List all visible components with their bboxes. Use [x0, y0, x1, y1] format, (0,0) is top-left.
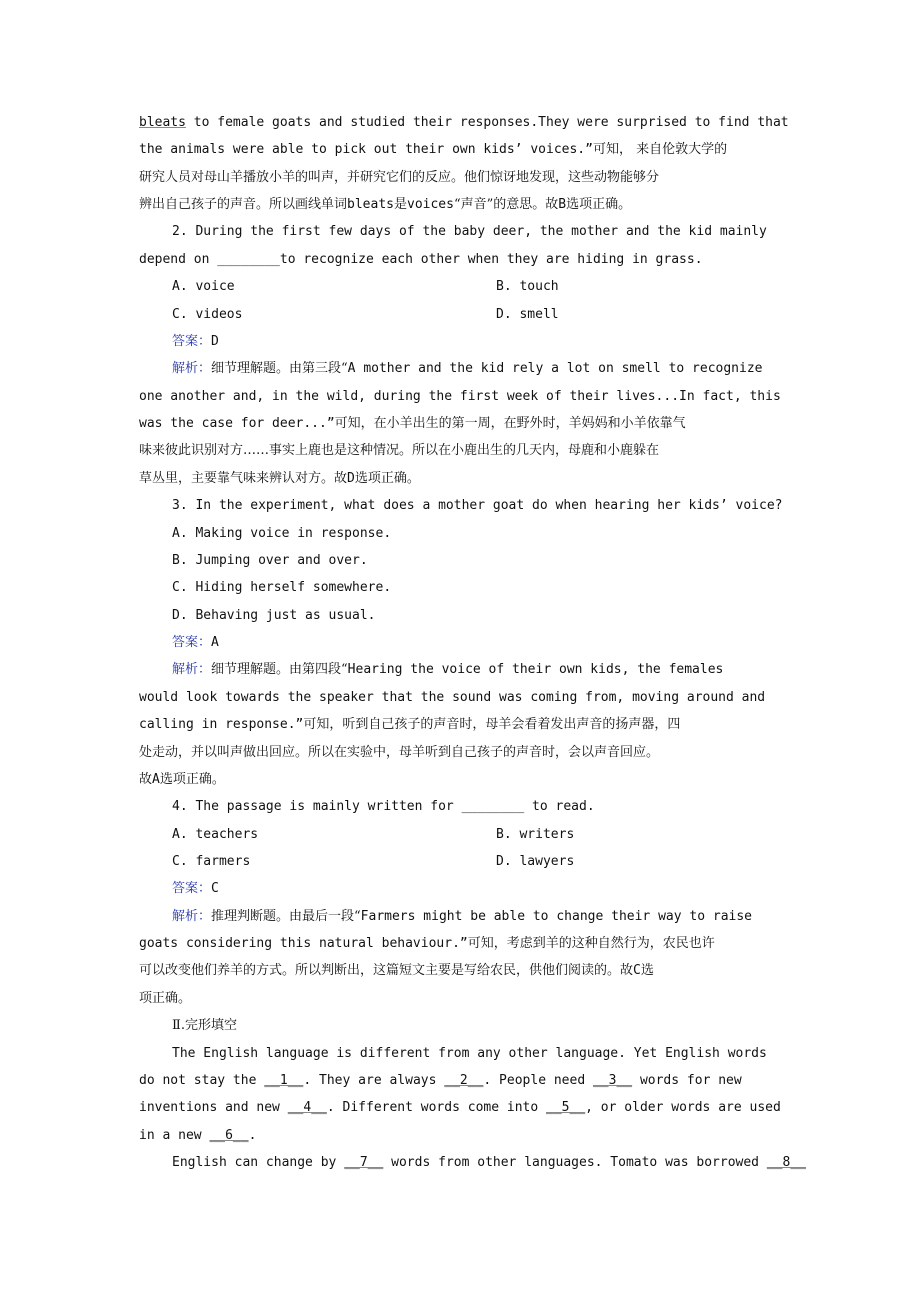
text-line	[139, 469, 420, 489]
text-line	[172, 825, 575, 845]
text-segment: , or older words are used	[585, 1100, 781, 1116]
text-segment: . They are always	[303, 1072, 445, 1088]
text-segment: Hearing the voice of their own kids, the females	[347, 662, 724, 678]
text-segment: depend on ________to recognize each other when they are hiding in grass.	[139, 251, 703, 267]
answer-label: 答案：	[172, 635, 212, 651]
underlined-text: __3__	[592, 1072, 633, 1088]
text-segment: 处走动，并以叫声做出回应。所以在实验中，母羊听到自己孩子的声音时，会以声音回应。	[139, 744, 660, 760]
text-segment: 可以改变他们养羊的方式。所以判断出，这篇短文主要是写给农民，供他们阅读的。故	[139, 963, 634, 979]
text-segment: was the case for deer...”	[139, 416, 335, 432]
text-segment: 故	[139, 771, 153, 787]
text-segment: 可知，听到自己孩子的声音时，母羊会看着发出声音的扬声器，四	[303, 717, 681, 733]
text-segment: 研究人员对母山羊播放小羊的叫声，并研究它们的反应。他们惊讶地发现，这些动物能够分	[139, 169, 660, 185]
text-segment: would look towards the speaker that the sound was coming from, moving around and	[139, 689, 766, 705]
text-segment: 细节理解题。由第三段“	[211, 361, 348, 377]
text-line	[139, 414, 686, 434]
text-segment: goats considering this natural behaviour.”	[139, 936, 468, 952]
text-line	[139, 688, 765, 708]
underlined-text: __8__	[766, 1155, 806, 1171]
text-segment: A mother and the kid rely a lot on smell to recognize	[347, 361, 763, 377]
text-line	[172, 551, 368, 571]
text-segment: A. Making voice in response.	[172, 525, 392, 541]
text-line	[172, 1044, 767, 1064]
option-text: D. smell	[496, 306, 559, 322]
text-line	[139, 989, 191, 1009]
underlined-text: __4__	[287, 1100, 327, 1116]
text-segment: 选	[640, 963, 654, 979]
text-segment: do not stay the	[139, 1072, 265, 1088]
text-segment: D	[347, 470, 355, 486]
text-segment: “声音”的意思。故	[453, 197, 559, 213]
text-line	[172, 907, 752, 927]
text-segment: 推理判断题。由最后一段“	[211, 908, 361, 924]
text-segment: to female goats and studied their responses.They were surprised to find that	[185, 115, 789, 130]
text-line	[139, 387, 781, 407]
text-segment: bleats	[347, 197, 394, 213]
text-line	[139, 934, 715, 954]
text-line	[172, 524, 391, 544]
text-line	[139, 743, 659, 763]
answer-label: 解析：	[172, 361, 212, 377]
text-segment: The English language is different from any other language. Yet English words	[172, 1045, 767, 1061]
text-segment: D	[211, 333, 219, 349]
underlined-text: __2__	[444, 1072, 484, 1088]
text-segment: A	[152, 771, 160, 787]
text-line	[172, 797, 595, 817]
text-segment: 3. In the experiment, what does a mother goat do when hearing her kids’ voice?	[172, 498, 783, 514]
text-segment: 2. During the first few days of the baby deer, the mother and the kid mainly	[172, 224, 767, 240]
underlined-text: __5__	[546, 1100, 586, 1116]
text-line	[172, 305, 559, 325]
text-segment: B	[558, 197, 567, 213]
text-line	[172, 660, 723, 680]
text-segment: D. Behaving just as usual.	[172, 607, 376, 623]
text-segment: C. farmers	[172, 853, 251, 869]
text-segment: . People need	[483, 1072, 593, 1088]
text-segment: 选项正确。	[354, 470, 420, 486]
text-line	[172, 222, 767, 242]
text-segment: Farmers might be able to change their way to raise	[360, 908, 753, 924]
text-line	[139, 770, 225, 790]
text-segment: C. Hiding herself somewhere.	[172, 580, 392, 596]
text-line	[139, 168, 659, 188]
text-line	[172, 633, 219, 653]
text-segment: A. voice	[172, 279, 235, 295]
text-segment: .	[248, 1127, 257, 1143]
text-segment: 辨出自己孩子的声音。所以画线单词	[139, 197, 348, 213]
text-segment: one another and, in the wild, during the first week of their lives...In fact, this	[139, 388, 781, 404]
text-segment: C. videos	[172, 306, 243, 322]
text-segment: words for new	[632, 1072, 742, 1088]
text-segment: 项正确。	[139, 990, 192, 1006]
text-segment: 可知，考虑到羊的这种自然行为，农民也许	[467, 936, 715, 952]
answer-label: 解析：	[172, 908, 212, 924]
text-line	[139, 195, 631, 215]
text-line	[172, 332, 219, 352]
text-line	[172, 1016, 237, 1036]
text-line	[139, 113, 789, 133]
text-segment: inventions and new	[139, 1100, 288, 1116]
underlined-text: __6__	[209, 1127, 249, 1143]
text-segment: voices	[407, 197, 454, 213]
answer-label: 答案：	[172, 881, 212, 897]
option-text: B. writers	[496, 826, 575, 842]
text-segment: in a new	[139, 1127, 210, 1143]
text-line	[172, 852, 575, 872]
text-line	[139, 961, 654, 981]
text-line	[172, 496, 782, 516]
answer-label: 答案：	[172, 333, 212, 349]
text-segment: 可知， 来自伦敦大学的	[592, 142, 728, 158]
answer-label: 解析：	[172, 662, 212, 678]
text-line	[172, 277, 559, 297]
text-line	[139, 441, 659, 461]
text-line	[139, 1071, 742, 1091]
text-segment: C	[633, 963, 641, 979]
text-segment: 味来彼此识别对方……事实上鹿也是这种情况。所以在小鹿出生的几天内，母鹿和小鹿躲在	[139, 443, 660, 459]
text-line	[172, 359, 763, 379]
text-segment: 可知，在小羊出生的第一周，在野外时，羊妈妈和小羊依靠气	[334, 416, 686, 432]
text-line	[139, 715, 680, 735]
text-line	[139, 140, 727, 160]
text-line	[172, 879, 219, 899]
text-line	[139, 1098, 781, 1118]
text-segment: 细节理解题。由第四段“	[211, 662, 348, 678]
text-segment: C	[211, 881, 219, 897]
text-segment: Ⅱ.完形填空	[172, 1018, 237, 1034]
text-segment: 是	[393, 197, 407, 213]
text-line	[172, 606, 376, 626]
text-segment: 4. The passage is mainly written for ________ to read.	[172, 799, 595, 815]
text-segment: 草丛里，主要靠气味来辨认对方。故	[139, 470, 348, 486]
text-segment: calling in response.”	[139, 717, 304, 733]
text-segment: English can change by	[172, 1155, 345, 1171]
option-text: D. lawyers	[496, 853, 575, 869]
underlined-text: __7__	[344, 1155, 384, 1171]
text-segment: the animals were able to pick out their own kids’ voices.”	[139, 142, 593, 158]
text-segment: . Different words come into	[326, 1100, 547, 1116]
text-segment: words from other languages. Tomato was borrowed	[383, 1155, 767, 1171]
text-segment: A	[211, 635, 219, 651]
text-line	[139, 1126, 256, 1146]
text-line	[172, 578, 391, 598]
option-text: B. touch	[496, 279, 559, 295]
text-line	[139, 250, 703, 270]
underlined-text: __1__	[264, 1072, 304, 1088]
text-line	[172, 1153, 806, 1173]
text-segment: A. teachers	[172, 826, 259, 842]
text-segment: 选项正确。	[159, 771, 225, 787]
text-segment: B. Jumping over and over.	[172, 552, 368, 568]
underlined-text: bleats	[139, 115, 186, 130]
text-segment: 选项正确。	[566, 197, 632, 213]
